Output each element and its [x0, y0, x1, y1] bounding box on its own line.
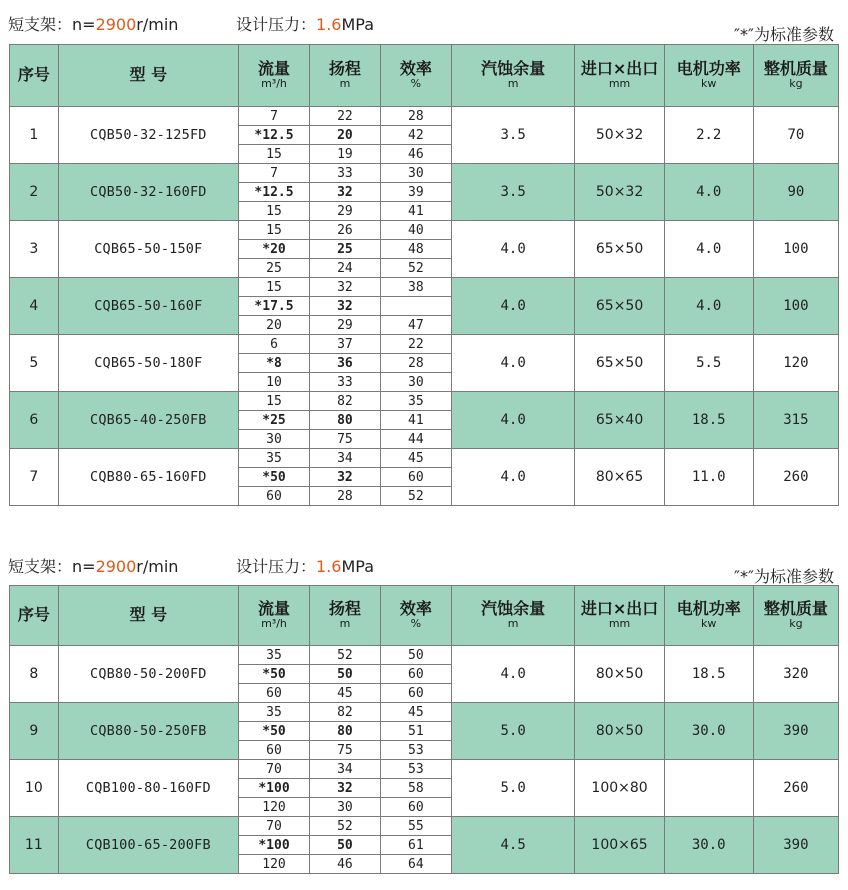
row-inlet-outlet: 100×65 — [575, 817, 664, 874]
row-model: CQB65-40-250FB — [58, 392, 238, 449]
header-flow — [239, 45, 310, 107]
row-head-value: 20 — [309, 126, 380, 145]
row-inlet-outlet: 65×50 — [575, 278, 664, 335]
row-flow-value: *8 — [239, 354, 310, 373]
row-flow-value: 60 — [239, 741, 310, 760]
header-efficiency — [380, 45, 451, 107]
header-label: 效率 — [399, 598, 432, 618]
header-mass — [753, 45, 838, 107]
row-flow-value: 15 — [239, 392, 310, 411]
table-row — [10, 335, 839, 354]
row-eff-value: 50 — [380, 646, 451, 665]
row-eff-value: 60 — [380, 665, 451, 684]
row-motor-power: 4.0 — [664, 221, 753, 278]
row-seq: 11 — [10, 817, 59, 874]
header-unit: mm — [608, 617, 631, 631]
row-head-value: 37 — [309, 335, 380, 354]
table-row — [10, 817, 839, 836]
row-motor-power: 4.0 — [664, 164, 753, 221]
header-label: 流量 — [257, 58, 290, 78]
row-flow-value: 7 — [239, 164, 310, 183]
header-unit: % — [410, 617, 422, 631]
row-eff-value: 60 — [380, 468, 451, 487]
row-eff-value: 28 — [380, 354, 451, 373]
row-npsh: 4.0 — [451, 278, 575, 335]
row-npsh: 4.5 — [451, 817, 575, 874]
row-head-value: 19 — [309, 145, 380, 164]
header-head — [309, 45, 380, 107]
row-seq: 1 — [10, 107, 59, 164]
row-head-value: 32 — [309, 278, 380, 297]
row-eff-value: 52 — [380, 259, 451, 278]
row-flow-value: *25 — [239, 411, 310, 430]
row-head-value: 28 — [309, 487, 380, 506]
table-row — [10, 278, 839, 297]
row-head-value: 52 — [309, 646, 380, 665]
header-label: 进口×出口 — [580, 598, 659, 618]
header-label: 汽蚀余量 — [481, 598, 546, 618]
row-seq: 3 — [10, 221, 59, 278]
row-flow-value: *50 — [239, 665, 310, 684]
row-mass: 320 — [753, 646, 838, 703]
row-flow-value: 70 — [239, 817, 310, 836]
row-flow-value: *50 — [239, 722, 310, 741]
row-eff-value: 42 — [380, 126, 451, 145]
row-inlet-outlet: 80×50 — [575, 703, 664, 760]
header-label: 效率 — [399, 58, 432, 78]
row-model: CQB50-32-160FD — [58, 164, 238, 221]
row-eff-value: 45 — [380, 449, 451, 468]
section-header — [0, 0, 848, 44]
row-head-value: 75 — [309, 741, 380, 760]
speed-label: 短支架：n=2900r/min — [8, 557, 179, 576]
header-unit: mm — [608, 77, 631, 91]
row-model: CQB65-50-150F — [58, 221, 238, 278]
row-seq: 2 — [10, 164, 59, 221]
row-npsh: 4.0 — [451, 449, 575, 506]
header-label: 型 号 — [129, 65, 168, 85]
row-head-value: 30 — [309, 798, 380, 817]
row-flow-value: 10 — [239, 373, 310, 392]
header-unit: m — [339, 617, 351, 631]
row-eff-value: 30 — [380, 373, 451, 392]
header-motor-power — [664, 45, 753, 107]
header-label: 电机功率 — [676, 58, 741, 78]
row-inlet-outlet: 80×65 — [575, 449, 664, 506]
header-unit: m — [507, 617, 519, 631]
row-flow-value: 20 — [239, 316, 310, 335]
row-mass: 120 — [753, 335, 838, 392]
header-label: 型 号 — [129, 605, 168, 625]
row-head-value: 80 — [309, 411, 380, 430]
row-mass: 260 — [753, 449, 838, 506]
row-model: CQB100-65-200FB — [58, 817, 238, 874]
header-motor-power — [664, 586, 753, 646]
row-flow-value: 30 — [239, 430, 310, 449]
row-model: CQB100-80-160FD — [58, 760, 238, 817]
row-eff-value: 35 — [380, 392, 451, 411]
row-inlet-outlet: 65×50 — [575, 221, 664, 278]
row-flow-value: 35 — [239, 449, 310, 468]
row-npsh: 5.0 — [451, 760, 575, 817]
row-eff-value: 61 — [380, 836, 451, 855]
row-eff-value: 41 — [380, 411, 451, 430]
header-seq — [10, 586, 59, 646]
row-flow-value: *12.5 — [239, 183, 310, 202]
row-eff-value: 64 — [380, 855, 451, 874]
header-label: 整机质量 — [763, 58, 828, 78]
row-npsh: 4.0 — [451, 646, 575, 703]
row-flow-value: 6 — [239, 335, 310, 354]
row-head-value: 33 — [309, 373, 380, 392]
row-npsh: 4.0 — [451, 221, 575, 278]
row-inlet-outlet: 50×32 — [575, 164, 664, 221]
table-row — [10, 221, 839, 240]
row-flow-value: *100 — [239, 779, 310, 798]
row-flow-value: 7 — [239, 107, 310, 126]
row-head-value: 32 — [309, 183, 380, 202]
row-eff-value: 53 — [380, 741, 451, 760]
row-eff-value: 60 — [380, 684, 451, 703]
row-flow-value: *50 — [239, 468, 310, 487]
pressure-label: 设计压力：1.6MPa — [236, 15, 375, 34]
header-label: 电机功率 — [676, 598, 741, 618]
row-mass: 70 — [753, 107, 838, 164]
row-motor-power: 2.2 — [664, 107, 753, 164]
row-seq: 6 — [10, 392, 59, 449]
row-seq: 8 — [10, 646, 59, 703]
row-head-value: 34 — [309, 449, 380, 468]
row-head-value: 50 — [309, 665, 380, 684]
row-npsh: 4.0 — [451, 335, 575, 392]
header-flow — [239, 586, 310, 646]
row-motor-power: 30.0 — [664, 703, 753, 760]
row-head-value: 26 — [309, 221, 380, 240]
row-eff-value: 44 — [380, 430, 451, 449]
row-head-value: 50 — [309, 836, 380, 855]
row-head-value: 32 — [309, 779, 380, 798]
row-flow-value: 15 — [239, 202, 310, 221]
row-eff-value: 52 — [380, 487, 451, 506]
row-flow-value: 60 — [239, 487, 310, 506]
row-head-value: 34 — [309, 760, 380, 779]
table-row — [10, 164, 839, 183]
header-label: 整机质量 — [763, 598, 828, 618]
row-seq: 9 — [10, 703, 59, 760]
header-unit: kg — [789, 617, 803, 631]
row-seq: 4 — [10, 278, 59, 335]
header-inlet-outlet — [575, 586, 664, 646]
spec-table-1 — [9, 44, 839, 506]
row-mass: 390 — [753, 817, 838, 874]
row-mass: 100 — [753, 221, 838, 278]
row-eff-value: 38 — [380, 278, 451, 297]
header-seq — [10, 45, 59, 107]
row-mass: 390 — [753, 703, 838, 760]
row-npsh: 3.5 — [451, 107, 575, 164]
standard-note: ″*″为标准参数 — [734, 25, 834, 44]
header-label: 序号 — [17, 65, 50, 85]
row-model: CQB80-50-200FD — [58, 646, 238, 703]
row-eff-value: 60 — [380, 798, 451, 817]
header-npsh — [451, 586, 575, 646]
pressure-label: 设计压力：1.6MPa — [236, 557, 375, 576]
table-row — [10, 760, 839, 779]
row-model: CQB65-50-180F — [58, 335, 238, 392]
row-head-value: 33 — [309, 164, 380, 183]
row-flow-value: *17.5 — [239, 297, 310, 316]
spec-table-2 — [9, 585, 839, 874]
row-flow-value: 120 — [239, 855, 310, 874]
row-head-value: 80 — [309, 722, 380, 741]
row-npsh: 3.5 — [451, 164, 575, 221]
row-flow-value: 25 — [239, 259, 310, 278]
row-head-value: 32 — [309, 297, 380, 316]
row-flow-value: 15 — [239, 221, 310, 240]
row-mass: 315 — [753, 392, 838, 449]
spec-section-2 — [0, 542, 848, 872]
header-mass — [753, 586, 838, 646]
row-motor-power: 11.0 — [664, 449, 753, 506]
row-flow-value: *100 — [239, 836, 310, 855]
row-flow-value: 35 — [239, 646, 310, 665]
row-eff-value: 53 — [380, 760, 451, 779]
table-row — [10, 646, 839, 665]
row-motor-power — [664, 760, 753, 817]
row-seq: 10 — [10, 760, 59, 817]
row-flow-value: *20 — [239, 240, 310, 259]
row-head-value: 45 — [309, 684, 380, 703]
row-eff-value: 48 — [380, 240, 451, 259]
table-row — [10, 449, 839, 468]
row-motor-power: 18.5 — [664, 392, 753, 449]
row-model: CQB80-50-250FB — [58, 703, 238, 760]
row-flow-value: 35 — [239, 703, 310, 722]
row-flow-value: 70 — [239, 760, 310, 779]
header-unit: kg — [789, 77, 803, 91]
row-head-value: 24 — [309, 259, 380, 278]
row-motor-power: 18.5 — [664, 646, 753, 703]
section-header — [0, 542, 848, 586]
row-eff-value: 28 — [380, 107, 451, 126]
row-eff-value: 40 — [380, 221, 451, 240]
row-motor-power: 30.0 — [664, 817, 753, 874]
row-inlet-outlet: 100×80 — [575, 760, 664, 817]
row-mass: 90 — [753, 164, 838, 221]
header-model — [58, 586, 238, 646]
header-label: 序号 — [17, 605, 50, 625]
row-flow-value: 120 — [239, 798, 310, 817]
header-label: 汽蚀余量 — [481, 58, 546, 78]
row-head-value: 75 — [309, 430, 380, 449]
row-eff-value: 22 — [380, 335, 451, 354]
header-unit: m³/h — [261, 77, 287, 91]
header-unit: % — [410, 77, 422, 91]
row-eff-value — [380, 297, 451, 316]
row-mass: 100 — [753, 278, 838, 335]
row-model: CQB50-32-125FD — [58, 107, 238, 164]
header-unit: m³/h — [261, 617, 287, 631]
row-npsh: 5.0 — [451, 703, 575, 760]
row-seq: 5 — [10, 335, 59, 392]
row-head-value: 29 — [309, 316, 380, 335]
row-eff-value: 39 — [380, 183, 451, 202]
row-eff-value: 41 — [380, 202, 451, 221]
header-unit: m — [339, 77, 351, 91]
standard-note: ″*″为标准参数 — [734, 567, 834, 586]
header-efficiency — [380, 586, 451, 646]
row-eff-value: 47 — [380, 316, 451, 335]
row-head-value: 32 — [309, 468, 380, 487]
header-label: 扬程 — [328, 58, 361, 78]
row-head-value: 52 — [309, 817, 380, 836]
row-eff-value: 58 — [380, 779, 451, 798]
row-head-value: 46 — [309, 855, 380, 874]
header-row — [10, 586, 839, 646]
row-flow-value: *12.5 — [239, 126, 310, 145]
row-motor-power: 5.5 — [664, 335, 753, 392]
row-head-value: 25 — [309, 240, 380, 259]
header-unit: kw — [701, 77, 717, 91]
header-npsh — [451, 45, 575, 107]
speed-label: 短支架：n=2900r/min — [8, 15, 179, 34]
header-label: 扬程 — [328, 598, 361, 618]
row-eff-value: 30 — [380, 164, 451, 183]
row-head-value: 36 — [309, 354, 380, 373]
row-inlet-outlet: 50×32 — [575, 107, 664, 164]
row-flow-value: 15 — [239, 145, 310, 164]
row-eff-value: 45 — [380, 703, 451, 722]
row-inlet-outlet: 65×50 — [575, 335, 664, 392]
header-label: 进口×出口 — [580, 58, 659, 78]
row-head-value: 82 — [309, 703, 380, 722]
row-head-value: 29 — [309, 202, 380, 221]
row-eff-value: 46 — [380, 145, 451, 164]
row-mass: 260 — [753, 760, 838, 817]
header-label: 流量 — [257, 598, 290, 618]
header-row — [10, 45, 839, 107]
header-unit: kw — [701, 617, 717, 631]
header-model — [58, 45, 238, 107]
row-seq: 7 — [10, 449, 59, 506]
row-flow-value: 60 — [239, 684, 310, 703]
header-inlet-outlet — [575, 45, 664, 107]
row-motor-power: 4.0 — [664, 278, 753, 335]
row-model: CQB80-65-160FD — [58, 449, 238, 506]
header-unit: m — [507, 77, 519, 91]
table-row — [10, 392, 839, 411]
row-inlet-outlet: 80×50 — [575, 646, 664, 703]
row-model: CQB65-50-160F — [58, 278, 238, 335]
row-inlet-outlet: 65×40 — [575, 392, 664, 449]
row-head-value: 82 — [309, 392, 380, 411]
row-flow-value: 15 — [239, 278, 310, 297]
table-row — [10, 703, 839, 722]
row-npsh: 4.0 — [451, 392, 575, 449]
row-eff-value: 51 — [380, 722, 451, 741]
table-row — [10, 107, 839, 126]
row-eff-value: 55 — [380, 817, 451, 836]
row-head-value: 22 — [309, 107, 380, 126]
header-head — [309, 586, 380, 646]
